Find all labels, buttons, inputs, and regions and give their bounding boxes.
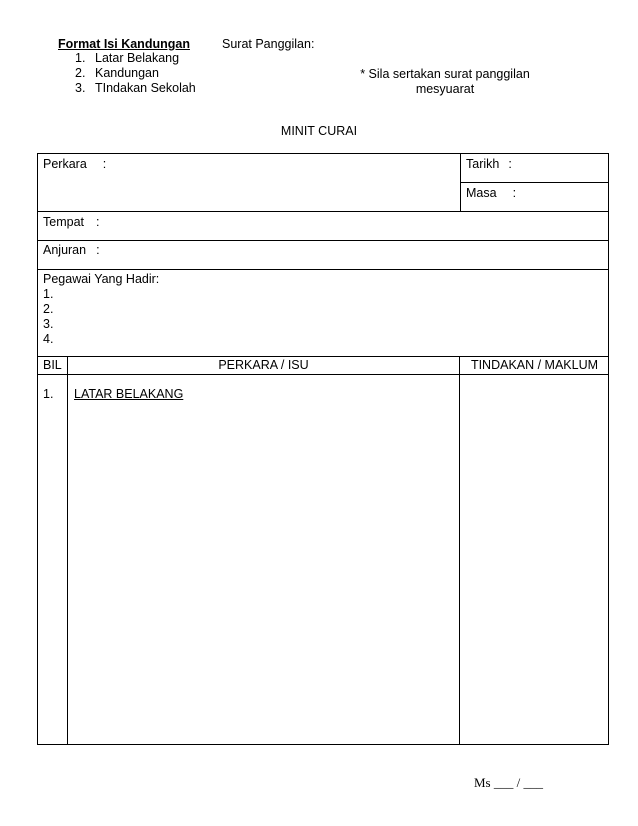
minutes-form	[37, 153, 609, 745]
format-item	[75, 81, 196, 96]
perkara-field[interactable]	[43, 157, 106, 172]
column-header-perkara: PERKARA / ISU	[218, 358, 309, 372]
colon: :	[512, 186, 517, 200]
note-line-1: * Sila sertakan surat panggilan	[360, 67, 530, 81]
row-item-latar-belakang: LATAR BELAKANG	[74, 387, 184, 401]
format-item-number: 1.	[75, 51, 86, 65]
attachment-note	[340, 67, 550, 97]
format-item-text: TIndakan Sekolah	[95, 81, 196, 95]
pegawai-field[interactable]	[43, 272, 159, 347]
row-number: 1.	[43, 387, 54, 401]
document-title: MINIT CURAI	[280, 124, 358, 138]
divider	[460, 154, 461, 211]
divider	[67, 356, 68, 745]
divider	[38, 269, 609, 270]
divider	[38, 374, 609, 375]
tarikh-label: Tarikh	[466, 157, 500, 171]
tarikh-field[interactable]	[466, 157, 512, 172]
pegawai-number: 3.	[43, 317, 54, 331]
masa-label: Masa	[466, 186, 497, 200]
masa-field[interactable]	[466, 186, 516, 201]
colon: :	[96, 215, 100, 229]
perkara-label: Perkara	[43, 157, 87, 171]
tempat-label: Tempat	[43, 215, 84, 229]
column-header-tindakan: TINDAKAN / MAKLUM	[470, 358, 599, 372]
format-item-number: 2.	[75, 66, 86, 80]
pegawai-number: 4.	[43, 332, 54, 346]
format-item-text: Latar Belakang	[95, 51, 180, 65]
pegawai-number: 1.	[43, 287, 54, 301]
page-number-field: Ms ___ / ___	[474, 775, 543, 790]
format-list	[75, 51, 196, 96]
surat-panggilan-label: Surat Panggilan:	[222, 37, 315, 51]
format-item	[75, 51, 196, 66]
divider	[461, 182, 609, 183]
anjuran-label: Anjuran	[43, 243, 87, 257]
colon: :	[508, 157, 512, 171]
column-header-bil: BIL	[43, 358, 62, 372]
format-item	[75, 66, 196, 81]
note-line-2: mesyuarat	[415, 82, 475, 96]
divider	[459, 356, 460, 745]
format-item-number: 3.	[75, 81, 86, 95]
anjuran-field[interactable]	[43, 243, 100, 258]
divider	[38, 356, 609, 357]
pegawai-number: 2.	[43, 302, 54, 316]
format-title: Format Isi Kandungan	[58, 37, 190, 51]
colon: :	[96, 243, 100, 257]
divider	[38, 211, 609, 212]
divider	[38, 240, 609, 241]
colon: :	[102, 157, 107, 171]
format-item-text: Kandungan	[95, 66, 159, 80]
pegawai-label: Pegawai Yang Hadir:	[43, 272, 160, 286]
tempat-field[interactable]	[43, 215, 99, 230]
